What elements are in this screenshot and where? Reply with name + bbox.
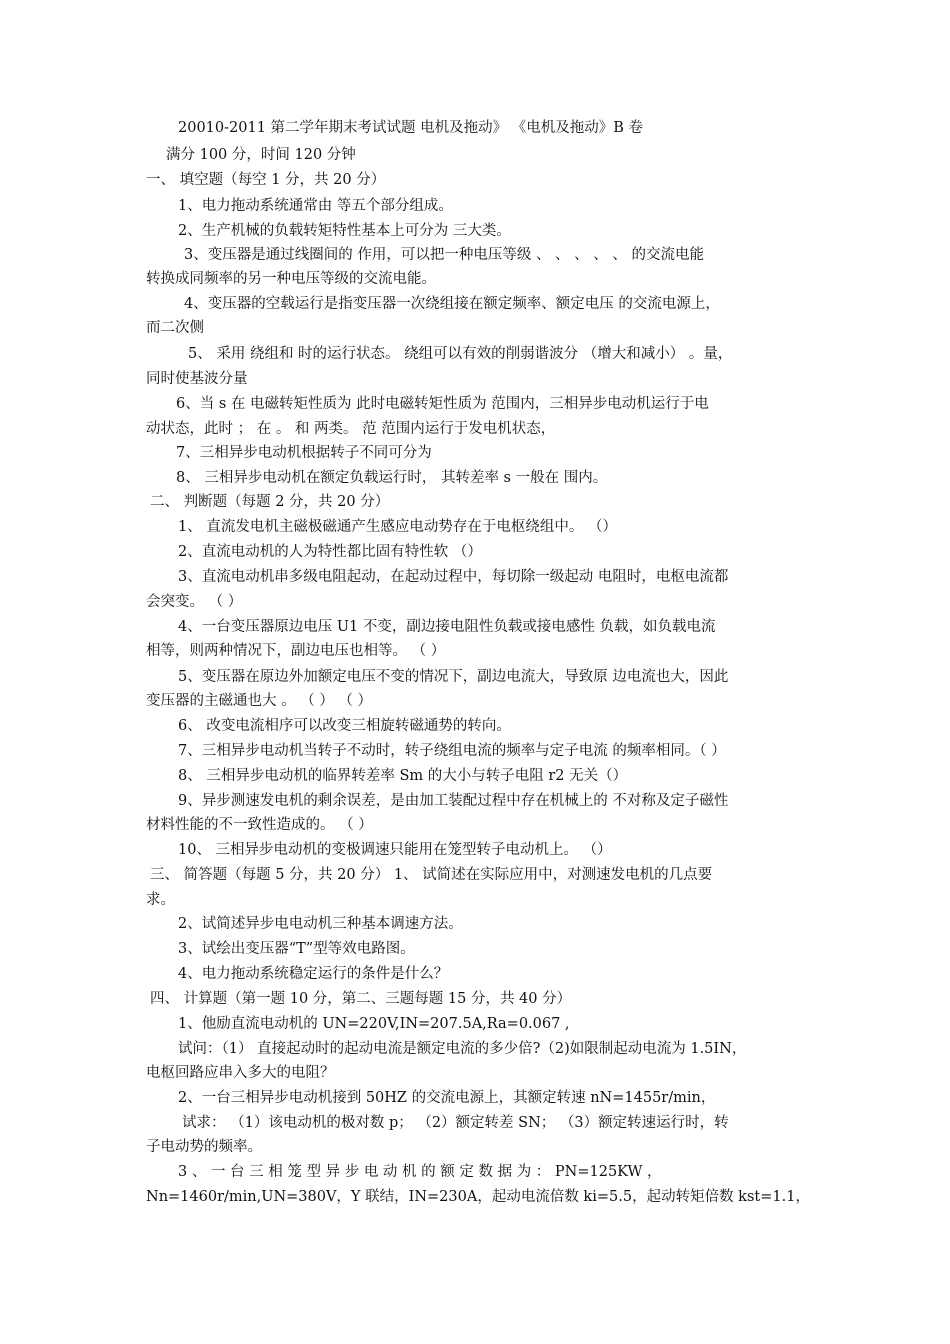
question-text: 电枢回路应串入多大的电阻？	[146, 1065, 335, 1081]
question-text: 2、试简述异步电电动机三种基本调速方法。	[178, 916, 463, 932]
question-text: 会突变。 （ ）	[146, 594, 243, 610]
question-text: 相等，则两种情况下，副边电压也相等。 （ ）	[146, 643, 446, 659]
section-heading: 二、 判断题（每题 2 分，共 20 分）	[150, 494, 390, 510]
question-text: 1、电力拖动系统通常由 等五个部分组成。	[178, 198, 453, 214]
section-heading: 三、 简答题（每题 5 分，共 20 分） 1、 试简述在实际应用中，对测速发电机的几点要	[150, 867, 713, 883]
section-heading: 四、 计算题（第一题 10 分，第二、三题每题 15 分，共 40 分）	[150, 991, 572, 1007]
question-text: 同时使基波分量	[146, 371, 248, 387]
exam-title: 20010-2011 第二学年期末考试试题 电机及拖动》 《电机及拖动》B 卷	[178, 120, 644, 136]
question-text: 3、变压器是通过线圈间的 作用，可以把一种电压等级 、 、 、 、 、 的交流电能	[184, 247, 704, 263]
question-text: 8、 三相异步电动机在额定负载运行时， 其转差率 s 一般在 围内。	[176, 470, 608, 486]
question-text: 2、生产机械的负载转矩特性基本上可分为 三大类。	[178, 223, 511, 239]
question-text: 3、直流电动机串多级电阻起动，在起动过程中，每切除一级起动 电阻时，电枢电流都	[178, 569, 729, 585]
question-text: 1、他励直流电动机的 UN=220V,IN=207.5A,Ra=0.067 ,	[178, 1016, 570, 1032]
question-text: 试问：（1） 直接起动时的起动电流是额定电流的多少倍?（2)如限制起动电流为 1.5IN，	[178, 1041, 747, 1057]
question-text: 7、三相异步电动机根据转子不同可分为	[176, 445, 432, 461]
exam-score-info: 满分 100 分，时间 120 分钟	[166, 147, 356, 163]
question-text: Nn=1460r/min,UN=380V，Y 联结，IN=230A，起动电流倍数 ki=5.5，起动转矩倍数 kst=1.1，	[146, 1189, 810, 1205]
question-text: 试求： （1）该电动机的极对数 p； （2）额定转差 SN； （3）额定转速运行时，转	[182, 1115, 729, 1131]
question-text: 6、当 s 在 电磁转矩性质为 此时电磁转矩性质为 范围内，三相异步电动机运行于电	[176, 396, 709, 412]
question-text: 材料性能的不一致性造成的。 （ ）	[146, 817, 373, 833]
question-text: 8、 三相异步电动机的临界转差率 Sm 的大小与转子电阻 r2 无关（）	[178, 768, 628, 784]
question-text: 而二次侧	[146, 320, 204, 336]
question-text: 3 、 一 台 三 相 笼 型 异 步 电 动 机 的 额 定 数 据 为 ： PN=125KW ，	[178, 1164, 662, 1180]
question-text: 求。	[146, 892, 175, 908]
question-text: 2、直流电动机的人为特性都比固有特性软 （）	[178, 544, 482, 560]
question-text: 6、 改变电流相序可以改变三相旋转磁通势的转向。	[178, 718, 511, 734]
question-text: 4、一台变压器原边电压 U1 不变，副边接电阻性负载或接电感性 负载，如负载电流	[178, 619, 716, 635]
question-text: 转换成同频率的另一种电压等级的交流电能。	[146, 271, 436, 287]
question-text: 10、 三相异步电动机的变极调速只能用在笼型转子电动机上。 （）	[178, 842, 612, 858]
question-text: 4、电力拖动系统稳定运行的条件是什么？	[178, 966, 449, 982]
question-text: 5、 采用 绕组和 时的运行状态。 绕组可以有效的削弱谐波分 （增大和减小） 。量，	[188, 346, 733, 362]
question-text: 动状态，此时 ； 在 。 和 两类。 范 范围内运行于发电机状态，	[146, 421, 556, 437]
question-text: 2、一台三相异步电动机接到 50HZ 的交流电源上，其额定转速 nN=1455r/min，	[178, 1090, 716, 1106]
question-text: 3、试绘出变压器“T”型等效电路图。	[178, 941, 415, 957]
question-text: 1、 直流发电机主磁极磁通产生感应电动势存在于电枢绕组中。 （）	[178, 519, 617, 535]
question-text: 5、变压器在原边外加额定电压不变的情况下，副边电流大，导致原 边电流也大，因此	[178, 669, 729, 685]
question-text: 4、变压器的空载运行是指变压器一次绕组接在额定频率、额定电压 的交流电源上，	[184, 296, 720, 312]
question-text: 变压器的主磁通也大 。 （ ） （ ）	[146, 693, 373, 709]
question-text: 7、三相异步电动机当转子不动时，转子绕组电流的频率与定子电流 的频率相同。（ ）	[178, 743, 726, 759]
question-text: 子电动势的频率。	[146, 1139, 262, 1155]
section-heading: 一、 填空题（每空 1 分，共 20 分）	[146, 172, 386, 188]
question-text: 9、异步测速发电机的剩余误差，是由加工装配过程中存在机械上的 不对称及定子磁性	[178, 793, 729, 809]
